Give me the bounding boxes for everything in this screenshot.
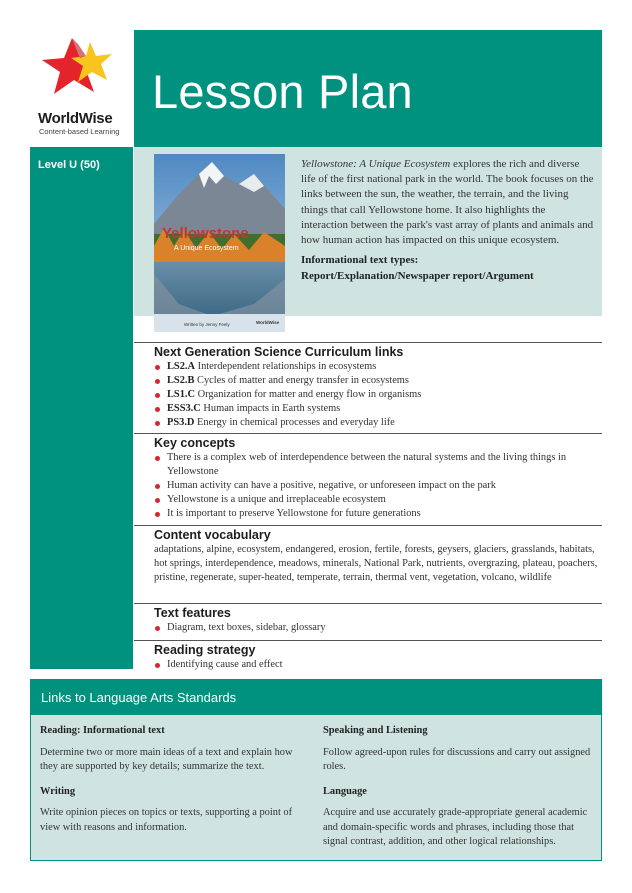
ngss-item: LS2.B Cycles of matter and energy transfer in ecosystems — [154, 374, 602, 388]
level-label: Level U (50) — [38, 159, 100, 171]
cover-subtitle: A Unique Ecosystem — [174, 245, 239, 252]
section-divider — [134, 433, 602, 434]
feature-item: Diagram, text boxes, sidebar, glossary — [154, 621, 602, 635]
star-logo-icon — [34, 38, 130, 112]
level-column — [30, 147, 133, 669]
standards-left-column — [40, 724, 312, 845]
reading-standard-heading: Reading: Informational text — [40, 725, 165, 736]
standards-right-column — [323, 724, 593, 860]
page-title: Lesson Plan — [152, 65, 413, 118]
text-types-label: Informational text types: — [301, 254, 419, 266]
vocabulary-text: adaptations, alpine, ecosystem, endangered, erosion, fertile, forests, geysers, glaciers, grasslands, habitats, hot springs, interdependence, meadows, minerals, National Park, nutrients, overgrazing, plateau, poachers, pristine, regenerate, super-heated, temperate, terrain, thermal vent, vegetation, volcano, wildlife — [154, 544, 598, 583]
speaking-standard-heading: Speaking and Listening — [323, 725, 428, 736]
book-description: explores the rich and diverse life of the first national park in the world. The book focuses on the links between the sun, the weather, the terrain, and the living things that call Yellowstone home. It also highlights the interaction between the park's vast array of plants and animals and how human action has impacted on this unique ecosystem. — [301, 158, 594, 247]
reading-strategy-section — [154, 642, 602, 672]
standards-heading: Links to Language Arts Standards — [41, 690, 237, 705]
ngss-item: LS2.A Interdependent relationships in ecosystems — [154, 360, 602, 374]
language-standard-heading: Language — [323, 785, 367, 797]
concept-item: Yellowstone is a unique and irreplaceable ecosystem — [154, 493, 602, 507]
ngss-section — [154, 344, 602, 430]
writing-standard-text: Write opinion pieces on topics or texts, supporting a point of view with reasons and information. — [40, 807, 293, 833]
cover-publisher: WorldWise — [256, 320, 280, 325]
strategy-item: Identifying cause and effect — [154, 658, 602, 672]
ngss-item: LS1.C Organization for matter and energy flow in organisms — [154, 388, 602, 402]
section-divider — [134, 525, 602, 526]
ngss-heading: Next Generation Science Curriculum links — [154, 345, 404, 359]
cover-title: Yellowstone — [162, 225, 249, 242]
text-features-section — [154, 605, 602, 635]
text-features-heading: Text features — [154, 606, 231, 620]
text-types-value: Report/Explanation/Newspaper report/Argument — [301, 269, 534, 282]
book-cover-image — [154, 154, 285, 332]
reading-standard-text: Determine two or more main ideas of a text and explain how they are supported by key details; summarize the text. — [40, 746, 293, 772]
book-title: Yellowstone: A Unique Ecosystem — [301, 158, 451, 170]
ngss-item: ESS3.C Human impacts in Earth systems — [154, 402, 602, 416]
header-band — [134, 30, 602, 147]
logo-tagline: Content-based Learning — [39, 127, 120, 136]
section-divider — [134, 640, 602, 641]
text-types — [301, 253, 594, 284]
key-concepts-section — [154, 435, 602, 521]
ngss-item: PS3.D Energy in chemical processes and everyday life — [154, 416, 602, 430]
vocabulary-heading: Content vocabulary — [154, 528, 271, 542]
worldwise-logo — [34, 38, 130, 138]
language-standard-text: Acquire and use accurately grade-appropriate general academic and domain-specific words and phrases, including those that signal contrast, addition, and other logical relationships. — [323, 807, 588, 847]
concept-item: It is important to preserve Yellowstone for future generations — [154, 507, 602, 521]
section-divider — [134, 603, 602, 604]
key-concepts-heading: Key concepts — [154, 436, 236, 450]
standards-box — [30, 679, 602, 861]
vocabulary-section — [154, 527, 602, 585]
logo-brand: WorldWise — [38, 110, 113, 127]
concept-item: Human activity can have a positive, negative, or unforeseen impact on the park — [154, 479, 602, 493]
intro-description — [301, 157, 594, 248]
speaking-standard-text: Follow agreed-upon rules for discussions and carry out assigned roles. — [323, 746, 591, 772]
cover-author: Written by Jenny Feely — [184, 322, 230, 327]
concept-item: There is a complex web of interdependence between the natural systems and the living things in Yellowstone — [154, 451, 602, 479]
standards-bar — [31, 680, 601, 715]
reading-strategy-heading: Reading strategy — [154, 643, 256, 657]
writing-standard-heading: Writing — [40, 785, 76, 797]
section-divider — [134, 342, 602, 343]
